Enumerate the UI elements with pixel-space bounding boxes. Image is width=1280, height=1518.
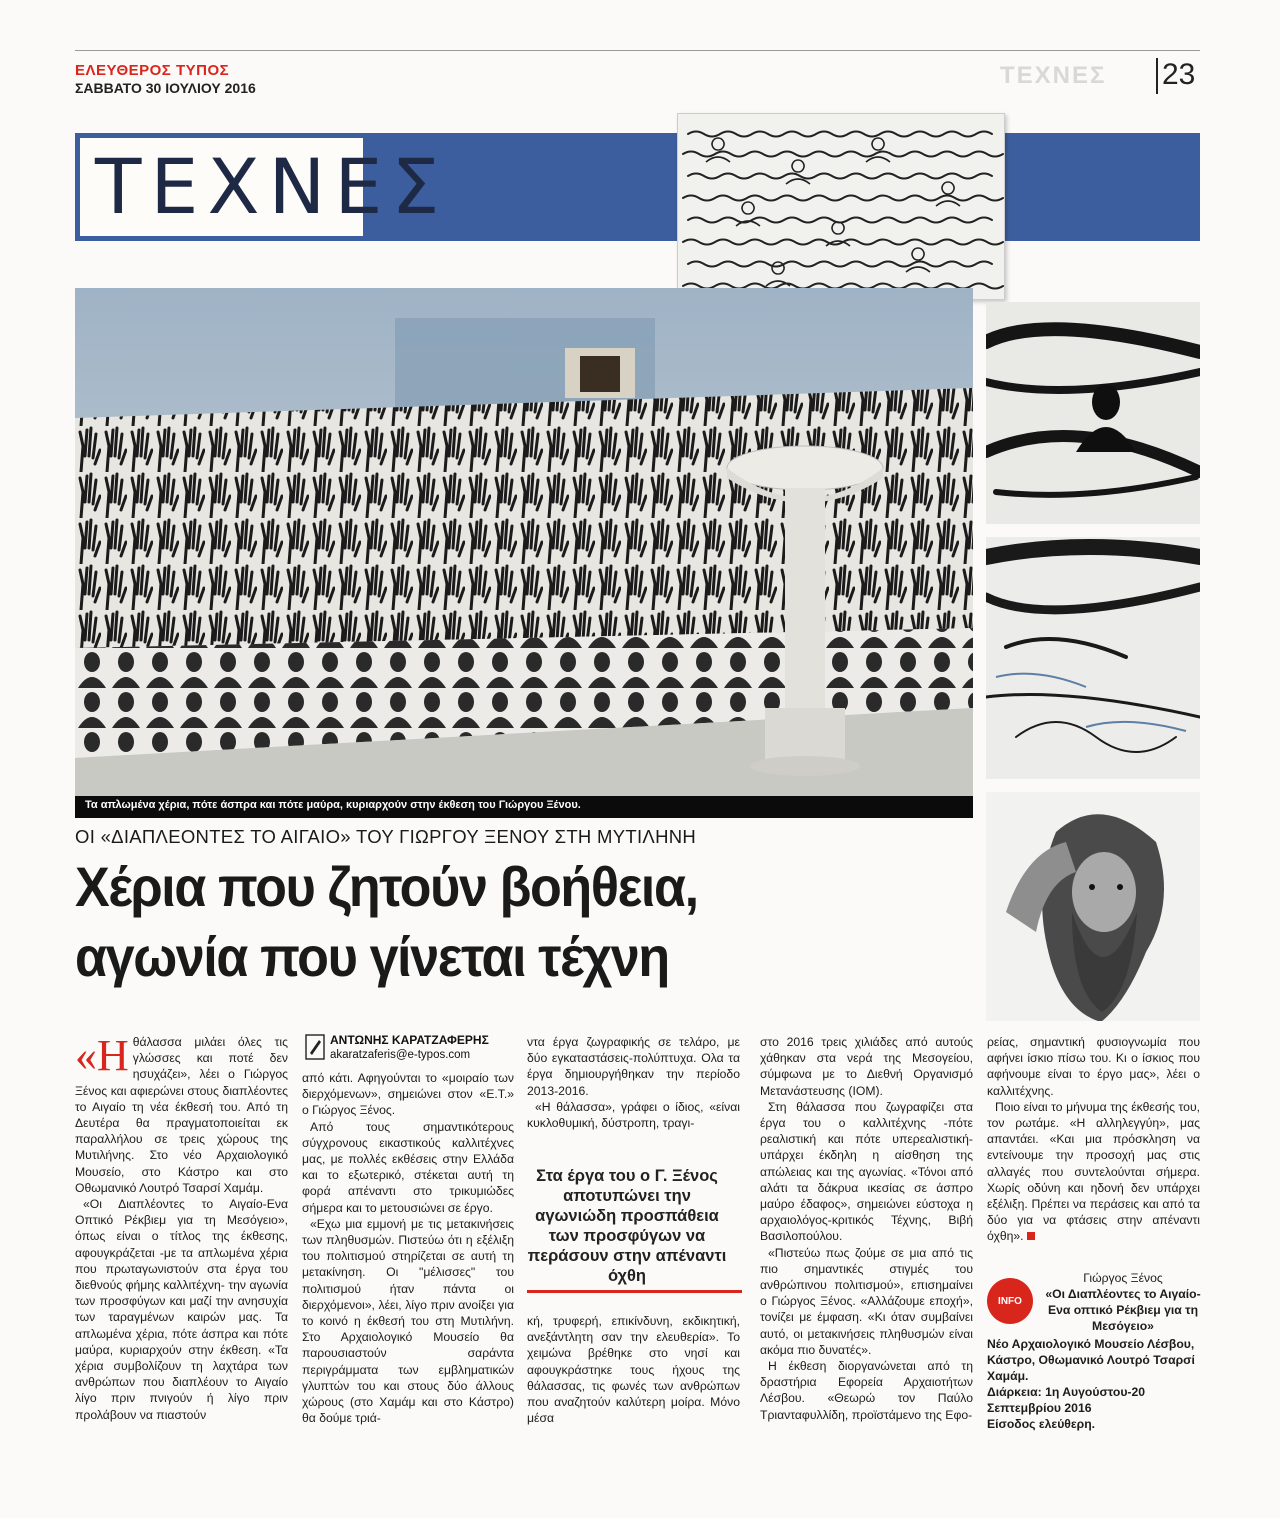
paragraph <box>987 1099 1200 1245</box>
top-rule <box>75 50 1200 51</box>
page-number: 23 <box>1162 58 1196 91</box>
paragraph: «Πιστεύω πως ζούμε σε μια από τις πιο σημαντικές στιγμές του ανθρώπινου πολιτισμού», επισημαίνει ο Γιώργος Ξένος. «Αλλάζουμε εποχή», τονίζει με έμφαση. «Κι όταν συμβαίνει αυτό, οι μετακινήσεις πληθυσμών είναι ακόμα πιο δυνατές». <box>760 1245 973 1357</box>
article-column-2 <box>302 1070 514 1426</box>
author-email[interactable]: akaratzaferis@e-typos.com <box>330 1049 471 1061</box>
paragraph: κή, τρυφερή, επικίνδυνη, εκδικητική, ανεξάντλητη σαν την ελευθερία». Το χειμώνα βρέθηκε στο νησί και αφουγκράστηκε τους ήχους της θάλασσας, τις φωνές των ανθρώπων που αναζητούν καλύτερη μοίρα. Μόνο μέσα <box>527 1314 740 1426</box>
pull-quote-rule <box>527 1290 742 1293</box>
paragraph: «Η θάλασσα», γράφει ο ίδιος, «είναι κυκλοθυμική, δύστροπη, τραγι- <box>527 1099 740 1131</box>
end-of-article-mark <box>1027 1232 1035 1240</box>
paragraph: θάλασσα μιλάει όλες τις γλώσσες και ποτέ δεν ησυχάζει», λέει ο Γιώργος Ξένος και αφιερώνει στους διαπλέοντες το Αιγαίο τη νέα έκθεσή του. Από τη Δευτέρα θα πραγματοποιείται εκ παραλλήλου σε τρεις χώρους της Μυτιλήνης. Στο νέο Αρχαιολογικό Μουσείο, στο Κάστρο και στο Οθωμανικό Λουτρό Τσαρσί Χαμάμ. <box>75 1035 288 1195</box>
paragraph: ντα έργα ζωγραφικής σε τελάρο, με δύο εγκαταστάσεις-πολύπτυχα. Ολα τα έργα δημιουργήθηκαν την περίοδο 2013-2016. <box>527 1035 740 1098</box>
newspaper-name: ΕΛΕΥΘΕΡΟΣ ΤΥΠΟΣ <box>75 62 230 79</box>
info-box <box>987 1270 1201 1432</box>
page-number-divider <box>1156 58 1158 94</box>
info-artist: Γιώργος Ξένος <box>1083 1271 1163 1285</box>
article-column-3-bottom <box>527 1313 740 1426</box>
paragraph-text: Ποιο είναι το μήνυμα της έκθεσής του, τον ρωτάμε. «Η αλληλεγγύη», μας απαντάει. «Και μια πρόσκληση να εντείνουμε την προσοχή μας στις αλλαγές που συντελούνται σήμερα. Χωρίς οδύνη και ηδονή δεν υπάρχει εξέλιξη. Πρέπει να περάσεις και από τα δύο για να φτάσεις στην απέναντι όχθη». <box>987 1099 1200 1244</box>
exhibition-hands-photo <box>75 288 973 796</box>
article-column-5 <box>987 1034 1200 1245</box>
artwork-swimmer-dark-image <box>986 302 1200 524</box>
info-entry: Είσοδος ελεύθερη. <box>987 1417 1096 1431</box>
headline-line-1: Χέρια που ζητούν βοήθεια, <box>75 855 698 918</box>
paragraph: Η έκθεση διοργανώνεται από τη δραστήρια Εφορεία Αρχαιοτήτων Λέσβου. «Θεωρώ τον Παύλο Τριανταφυλλίδη, προϊστάμενο της Εφο- <box>760 1359 973 1422</box>
pen-icon <box>305 1034 325 1060</box>
paragraph: στο 2016 τρεις χιλιάδες από αυτούς χάθηκαν στα νερά της Μεσογείου, σύμφωνα με το Διεθνή Οργανισμό Μετανάστευσης (ΙΟΜ). <box>760 1035 973 1098</box>
info-venue: Νέο Αρχαιολογικό Μουσείο Λέσβου, Κάστρο, Οθωμανικό Λουτρό Τσαρσί Χαμάμ. <box>987 1337 1195 1383</box>
ghost-section-label: ΤΕΧΝΕΣ <box>1000 62 1107 89</box>
article-kicker: ΟΙ «ΔΙΑΠΛΕΟΝΤΕΣ ΤΟ ΑΙΓΑΙΟ» ΤΟΥ ΓΙΩΡΓΟΥ ΞΕΝΟΥ ΣΤΗ ΜΥΤΙΛΗΝΗ <box>75 826 697 847</box>
info-badge: INFO <box>987 1278 1033 1324</box>
photo-caption: Τα απλωμένα χέρια, πότε άσπρα και πότε μαύρα, κυριαρχούν στην έκθεση του Γιώργου Ξένου. <box>85 799 581 811</box>
paragraph: ρείας, σημαντική φυσιογνωμία που αφήνει ίσκιο πίσω του. Κι ο ίσκιος που αφήνουμε είναι το έργο μας», λέει ο καλλιτέχνης. <box>987 1035 1200 1098</box>
article-column-3-top <box>527 1034 740 1131</box>
info-exhibition-title: «Οι Διαπλέοντες το Αιγαίο-Ενα οπτικό Ρέκβιεμ για τη Μεσόγειο» <box>1045 1287 1201 1333</box>
drop-cap: «Η <box>75 1031 129 1080</box>
pull-quote: Στα έργα του ο Γ. Ξένος αποτυπώνει την αγωνιώδη προσπάθεια των προσφύγων να περάσουν στην απέναντι όχθη <box>527 1167 727 1285</box>
paragraph: «Εχω μια εμμονή με τις μετακινήσεις των πληθυσμών. Πιστεύω ότι η εξέλιξη του πολιτισμού στηρίζεται σε αυτή τη μετακίνηση. Οι "μέλισσες" του πολιτισμού ήταν πάντα οι διερχόμενοι», λέει, λίγο πριν ανοίξει για το κοινό η έκθεσή του στη Μυτιλήνη. Στο Αρχαιολογικό Μουσείο θα παρουσιαστούν σαράντα περιγράμματα των εμβληματικών γλυπτών του και στους δύο άλλους χώρους (στο Χαμάμ και στο Κάστρο) θα δούμε τριά- <box>302 1216 514 1426</box>
paragraph: «Οι Διαπλέοντες το Αιγαίο-Ενα Οπτικό Ρέκβιεμ για τη Μεσόγειο», όπως είναι ο τίτλος της έκθεσης, αφουγκράζεται -με τα απλωμένα χέρια που πρωταγωνιστούν στα έργα του διεθνούς φήμης καλλιτέχνη- την αγωνία των προσφύγων και μαζί την ανησυχία των ταραγμένων καιρών μας. Τα απλωμένα χέρια, πότε άσπρα και πότε μαύρα, κυριαρχούν στην έκθεση. «Τα χέρια συμβολίζουν τη λαχτάρα των ανθρώπων που διαπλέουν το Αιγαίο λίγο πριν πνιγούν ή λίγο πριν προλάβουν να πιαστούν <box>75 1197 288 1422</box>
section-title: ΤΕΧΝΕΣ <box>95 142 449 231</box>
paragraph: από κάτι. Αφηγούνται το «μοιραίο των διερχόμενων», σημειώνει στον «Ε.Τ.» ο Γιώργος Ξένος. <box>302 1071 514 1118</box>
headline-line-2: αγωνία που γίνεται τέχνη <box>75 925 669 988</box>
article-column-1 <box>75 1031 288 1423</box>
paragraph: Από τους σημαντικότερους σύγχρονους εικαστικούς καλλιτέχνες μας, με πολλές εκθέσεις στην Ελλάδα και το εξωτερικό, στέκεται αυτή τη φορά απέναντι στο τρικυμιώδες σήμερα και το μετουσιώνει σε έργο. <box>302 1119 514 1215</box>
paragraph: Στη θάλασσα που ζωγραφίζει στα έργα του ο καλλιτέχνης -πότε ρεαλιστική και πότε υπερεαλιστική- υπάρχει έκδηλη η αίσθηση της απώλειας και της αγωνίας. «Τόνοι από αλάτι τα δάκρυα ικεσίας σε άσπρο μαύρο έδαφος», σημειώνει εύστοχα η αρχαιολόγος-κριτικός Τέχνης, Βιβή Βασιλοπούλου. <box>760 1099 973 1244</box>
artist-portrait-photo <box>986 792 1200 1021</box>
artwork-sea-strokes-image <box>986 537 1200 779</box>
article-column-4 <box>760 1034 973 1423</box>
artwork-swimmers-image <box>677 113 1005 300</box>
issue-date: ΣΑΒΒΑΤΟ 30 ΙΟΥΛΙΟΥ 2016 <box>75 80 256 96</box>
author-name: ΑΝΤΩΝΗΣ ΚΑΡΑΤΖΑΦΕΡΗΣ <box>330 1033 489 1047</box>
article-headline <box>75 852 949 992</box>
info-duration: Διάρκεια: 1η Αυγούστου-20 Σεπτεμβρίου 2016 <box>987 1385 1146 1415</box>
